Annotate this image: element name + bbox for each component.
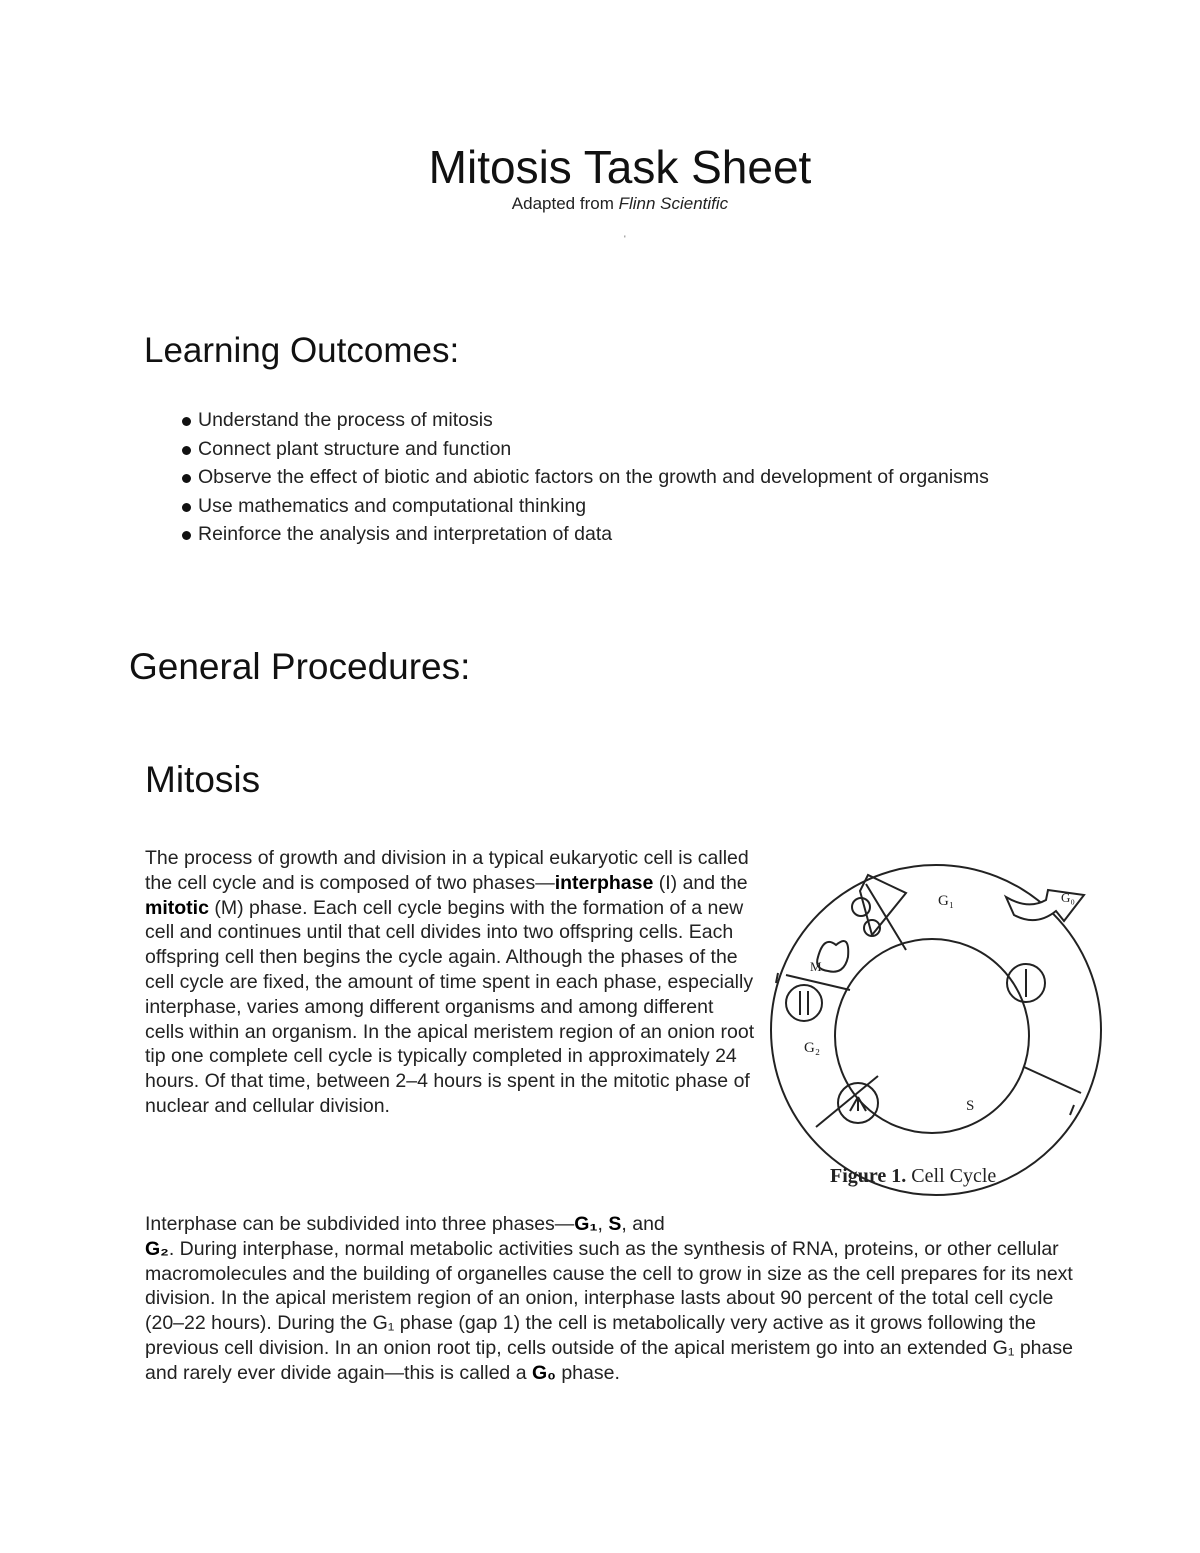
list-item: Observe the effect of biotic and abiotic factors on the growth and development of organisms (180, 463, 1000, 492)
list-item: Connect plant structure and function (180, 435, 1000, 464)
term-g0: G₀ (531, 1361, 556, 1384)
label-m: M (810, 959, 822, 974)
text-run: , (597, 1213, 609, 1235)
text-run: (M) phase. Each cell cycle begins with the formation of a new cell and continues until that cell divides into two offspring cells. Each offspring cell then begins the cycle again. Although the phases of the cell cycle are fixed, the amount of time spent in each phase, especially interphase, varies among different organisms and among different cells within an organism. In the apical meristem region of an onion root tip one complete cell cycle is typically completed in approximately 24 hours. Of that time, between 2–4 hours is spent in the mitotic phase of nuclear and cellular division. (145, 896, 755, 1117)
dividing-cell-drawing (817, 941, 848, 972)
figure-caption (830, 1165, 996, 1188)
cell-cycle-diagram (766, 855, 1106, 1205)
subtitle-prefix: Adapted from (511, 194, 619, 213)
term-g1: G₁ (574, 1213, 598, 1235)
learning-outcomes-list (180, 406, 1000, 549)
label-g1: G₁ (938, 893, 955, 909)
learning-outcomes-heading: Learning Outcomes: (144, 331, 460, 370)
caption-text: Cell Cycle (906, 1165, 997, 1187)
list-item: Understand the process of mitosis (180, 406, 1000, 435)
label-g2: G₂ (804, 1040, 821, 1056)
inner-circle (835, 939, 1029, 1133)
list-item: Use mathematics and computational thinking (180, 492, 1000, 521)
text-run: The process of growth and division in a typical eukaryotic cell is called the cell cycle and is composed of two phases— (145, 847, 749, 894)
text-run: phase. (555, 1361, 620, 1384)
list-item: Reinforce the analysis and interpretation of data (180, 520, 1000, 549)
subtitle-source: Flinn Scientific (618, 194, 729, 213)
term-interphase: interphase (554, 871, 654, 894)
page-title: Mitosis Task Sheet (428, 141, 812, 193)
label-g0: G₀ (1061, 890, 1075, 905)
label-s: S (966, 1098, 975, 1114)
divider-s-g1 (1024, 1067, 1081, 1093)
text-run: , and (621, 1213, 665, 1235)
caption-label: Figure 1. (830, 1165, 907, 1187)
text-run: (I) and the (653, 871, 748, 894)
cell-drawing (852, 898, 870, 916)
mitosis-paragraph-2 (145, 1212, 1090, 1386)
g2-cell-circle (786, 985, 822, 1021)
text-run: Interphase can be subdivided into three phases— (145, 1213, 575, 1235)
term-g2: G₂ (145, 1237, 169, 1260)
mitosis-paragraph-1 (145, 846, 755, 1119)
cell-cycle-figure (766, 855, 1106, 1205)
mitosis-heading: Mitosis (145, 759, 261, 800)
page-subtitle (0, 194, 1200, 214)
stray-mark: ' (624, 234, 626, 244)
general-procedures-heading: General Procedures: (129, 646, 471, 687)
term-mitotic: mitotic (145, 896, 209, 919)
term-s: S (608, 1213, 622, 1235)
text-run: . During interphase, normal metabolic activities such as the synthesis of RNA, proteins, or other cellular macromolecules and the building of organelles cause the cell to grow in size as the cell prepares for its next division. In the apical meristem region of an onion, interphase lasts about 90 percent of the total cell cycle (20–22 hours). During the G₁ phase (gap 1) the cell is metabolically very active as it grows following the previous cell division. In an onion root tip, cells outside of the apical meristem go into an extended G₁ phase and rarely ever divide again—this is called a (145, 1237, 1073, 1384)
